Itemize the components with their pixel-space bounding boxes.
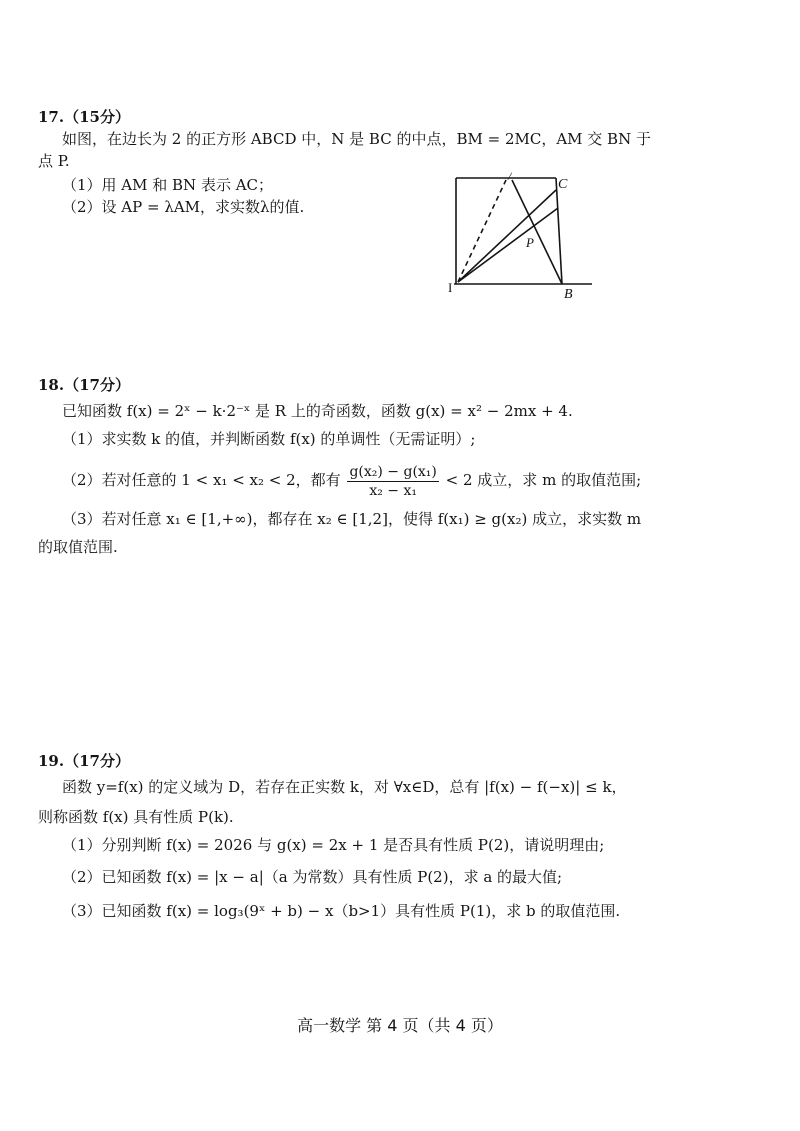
problem-17-stem-line-1: 如图，在边长为 2 的正方形 ABCD 中，N 是 BC 的中点，BM = 2MC，AM 交 BN 于 [62, 130, 651, 148]
problem-18-question-3-line-2: 的取值范围. [38, 538, 118, 556]
problem-19-stem-line-2: 则称函数 f(x) 具有性质 P(k). [38, 808, 234, 826]
line-a-to-upper [458, 190, 556, 282]
problem-19-stem-line-1: 函数 y=f(x) 的定义域为 D，若存在正实数 k，对 ∀x∈D，总有 |f(x) − f(−x)| ≤ k， [62, 778, 627, 796]
problem-17-stem-line-2: 点 P. [38, 152, 70, 170]
line-b-to-n [512, 180, 562, 284]
problem-18-question-2 [62, 460, 641, 500]
square-figure [440, 168, 610, 304]
dashed-line [458, 180, 506, 282]
q2-fraction-denominator: x₂ − x₁ [369, 482, 417, 499]
q2-fraction [347, 463, 438, 500]
q2-prefix: （2）若对任意的 1 < x₁ < x₂ < 2，都有 [62, 471, 341, 489]
q2-suffix: < 2 成立，求 m 的取值范围; [445, 471, 642, 489]
problem-18-question-3-line-1: （3）若对任意 x₁ ∈ [1,+∞)，都存在 x₂ ∈ [1,2]，使得 f(x₁) ≥ g(x₂) 成立，求实数 m [62, 510, 642, 528]
problem-19-question-2: （2）已知函数 f(x) = |x − a|（a 为常数）具有性质 P(2)，求 a 的最大值; [62, 868, 563, 886]
label-top: / [508, 169, 512, 183]
problem-18-header: 18.（17分） [38, 376, 130, 394]
label-c: C [558, 177, 568, 192]
label-p: P [526, 235, 534, 250]
problem-19-question-3: （3）已知函数 f(x) = log₃(9ˣ + b) − x（b>1）具有性质 P(1)，求 b 的取值范围. [62, 902, 621, 920]
problem-19-header: 19.（17分） [38, 752, 130, 770]
problem-18-stem: 已知函数 f(x) = 2ˣ − k·2⁻ˣ 是 R 上的奇函数，函数 g(x) = x² − 2mx + 4. [62, 402, 573, 420]
square-side-right [556, 178, 562, 284]
problem-19-question-1: （1）分别判断 f(x) = 2026 与 g(x) = 2x + 1 是否具有性质 P(2)，请说明理由; [62, 836, 605, 854]
q2-fraction-numerator: g(x₂) − g(x₁) [349, 463, 437, 480]
problem-18-question-1: （1）求实数 k 的值，并判断函数 f(x) 的单调性（无需证明）; [62, 430, 476, 448]
problem-17-question-1: （1）用 AM 和 BN 表示 AC； [62, 176, 274, 194]
problem-17-header: 17.（15分） [38, 108, 130, 126]
page-footer: 高一数学 第 4 页（共 4 页） [297, 1016, 503, 1035]
problem-17-question-2: （2）设 AP = λAM，求实数λ的值. [62, 198, 305, 216]
label-b: B [564, 287, 573, 302]
label-a: I [448, 280, 453, 295]
